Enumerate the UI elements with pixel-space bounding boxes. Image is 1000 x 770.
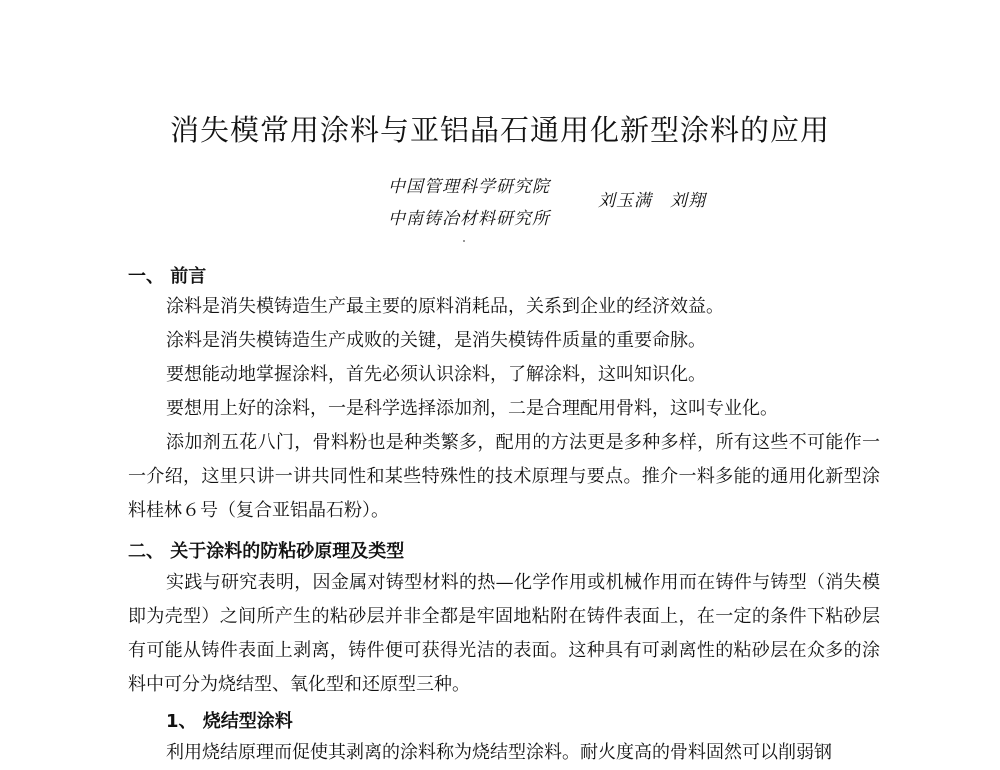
paper-title: 消失模常用涂料与亚铝晶石通用化新型涂料的应用 (169, 113, 830, 147)
speck (463, 240, 465, 242)
paragraph: 添加剂五花八门，骨料粉也是种类繁多，配用的方法更是多种多样，所有这些不可能作一一介绍，这里只讲一讲共同性和某些特殊性的技术原理与要点。推介一料多能的通用化新型涂料桂林６号（复合亚铝晶石粉）。 (128, 432, 880, 521)
paragraph: 要想用上好的涂料，一是科学选择添加剂，二是合理配用骨料，这叫专业化。 (166, 398, 778, 419)
affiliation-2: 中南铸冶材料研究所 (388, 209, 550, 229)
paragraph: 利用烧结原理而促使其剥离的涂料称为烧结型涂料。耐火度高的骨料固然可以削弱钢 (166, 742, 832, 763)
authors: 刘玉满 刘翔 (598, 191, 706, 211)
paragraph: 涂料是消失模铸造生产最主要的原料消耗品，关系到企业的经济效益。 (166, 296, 724, 317)
affiliation-1: 中国管理科学研究院 (388, 177, 550, 197)
subsection-heading-1: 1、 烧结型涂料 (166, 711, 293, 732)
paragraph: 实践与研究表明，因金属对铸型材料的热—化学作用或机械作用而在铸件与铸型（消失模即为壳型）之间所产生的粘砂层并非全都是牢固地粘附在铸件表面上，在一定的条件下粘砂层有可能从铸件表面上剥离，铸件便可获得光洁的表面。这种具有可剥离性的粘砂层在众多的涂料中可分为烧结型、氧化型和还原型三种。 (128, 572, 880, 695)
section-heading-1: 一、 前言 (128, 266, 207, 287)
section-heading-2: 二、 关于涂料的防粘砂原理及类型 (128, 541, 405, 562)
paragraph: 要想能动地掌握涂料，首先必须认识涂料，了解涂料，这叫知识化。 (166, 364, 706, 385)
paragraph: 涂料是消失模铸造生产成败的关键，是消失模铸件质量的重要命脉。 (166, 330, 706, 351)
